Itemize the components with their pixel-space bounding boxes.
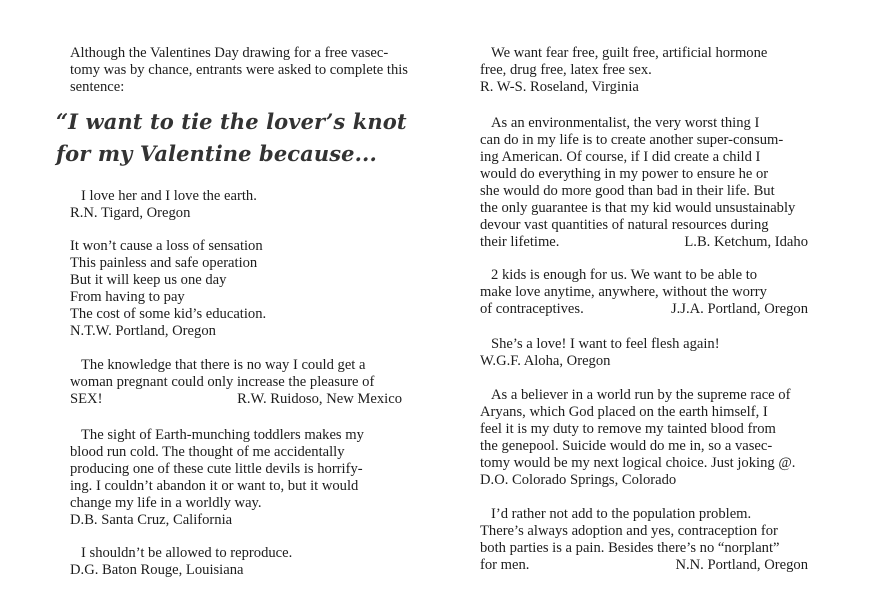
entry-signature: W.G.F. Aloha, Oregon — [480, 353, 611, 369]
entry-line: would do everything in my power to ensure he or — [480, 166, 769, 182]
entry-line: 2 kids is enough for us. We want to be able to — [491, 267, 758, 283]
entry-line: ing American. Of course, if I did create a child I — [480, 149, 761, 165]
entry-signature: J.J.A. Portland, Oregon — [670, 301, 808, 317]
entry — [480, 506, 808, 574]
entry-line: Aryans, which God placed on the earth himself, I — [480, 404, 768, 420]
entry-line: The sight of Earth-munching toddlers makes my — [81, 427, 364, 443]
entry-line: devour vast quantities of natural resources during — [480, 217, 769, 233]
entry — [70, 357, 402, 408]
entry-line: woman pregnant could only increase the pleasure of — [70, 374, 375, 390]
entry-line: She’s a love! I want to feel flesh again! — [491, 336, 720, 352]
entry-line: From having to pay — [70, 289, 185, 305]
entry-line: both parties is a pain. Besides there’s no “norplant” — [480, 540, 780, 556]
entry — [70, 545, 402, 579]
page-heading — [56, 106, 416, 170]
entry-line: There’s always adoption and yes, contraception for — [480, 523, 778, 539]
entry-line: their lifetime. — [480, 234, 560, 250]
entry-line: I shouldn’t be allowed to reproduce. — [81, 545, 293, 561]
entry-line: The knowledge that there is no way I could get a — [81, 357, 366, 373]
entry-line: We want fear free, guilt free, artificial hormone — [491, 45, 768, 61]
heading-line: for my Valentine because... — [56, 141, 377, 166]
entry-line: The cost of some kid’s education. — [70, 306, 267, 322]
entry-signature: N.N. Portland, Oregon — [675, 557, 808, 573]
entry — [480, 336, 808, 370]
entry-line: I’d rather not add to the population problem. — [491, 506, 752, 522]
entry-signature: R.W. Ruidoso, New Mexico — [237, 391, 402, 407]
entry-line: SEX! — [70, 391, 103, 407]
entry-line: feel it is my duty to remove my tainted blood from — [480, 421, 776, 437]
entry-signature: N.T.W. Portland, Oregon — [70, 323, 216, 339]
entry-signature: D.B. Santa Cruz, California — [70, 512, 233, 528]
entry-line: producing one of these cute little devils is horrify- — [70, 461, 363, 477]
entry — [480, 267, 808, 318]
entry-line: It won’t cause a loss of sensation — [70, 238, 263, 254]
entry-line: she would do more good than bad in their life. But — [480, 183, 775, 199]
intro-paragraph — [70, 45, 408, 96]
entry — [480, 387, 808, 489]
entry-line: the only guarantee is that my kid would unsustainably — [480, 200, 796, 216]
entry-signature: D.G. Baton Rouge, Louisiana — [70, 562, 244, 578]
entry-line: But it will keep us one day — [70, 272, 227, 288]
entry-signature: D.O. Colorado Springs, Colorado — [480, 472, 677, 488]
entry-line: for men. — [480, 557, 530, 573]
entry — [70, 427, 402, 529]
entry-line: blood run cold. The thought of me accidentally — [70, 444, 345, 460]
entry-line: free, drug free, latex free sex. — [480, 62, 652, 78]
entry-line: ing. I couldn’t abandon it or want to, but it would — [70, 478, 359, 494]
entry — [70, 188, 402, 222]
heading-line: “I want to tie the lover’s knot — [56, 109, 407, 134]
intro-line: sentence: — [70, 79, 125, 95]
entry-signature: L.B. Ketchum, Idaho — [684, 234, 808, 250]
entry-poem — [70, 238, 402, 340]
entry-line: As a believer in a world run by the supreme race of — [491, 387, 791, 403]
intro-line: tomy was by chance, entrants were asked to complete this — [70, 62, 408, 78]
entry — [480, 115, 808, 251]
entry-line: This painless and safe operation — [70, 255, 258, 271]
entry-line: of contraceptives. — [480, 301, 584, 317]
intro-line: Although the Valentines Day drawing for a free vasec- — [70, 45, 389, 61]
entry-signature: R. W-S. Roseland, Virginia — [480, 79, 639, 95]
entry-signature: R.N. Tigard, Oregon — [70, 205, 191, 221]
entry-line: tomy would be my next logical choice. Just joking @. — [480, 455, 796, 471]
entry-line: the genepool. Suicide would do me in, so a vasec- — [480, 438, 773, 454]
entry-line: As an environmentalist, the very worst thing I — [491, 115, 760, 131]
entry-line: change my life in a worldly way. — [70, 495, 262, 511]
entry-line: make love anytime, anywhere, without the worry — [480, 284, 767, 300]
entry-line: I love her and I love the earth. — [81, 188, 257, 204]
entry-line: can do in my life is to create another super-consum- — [480, 132, 784, 148]
entry — [480, 45, 808, 96]
